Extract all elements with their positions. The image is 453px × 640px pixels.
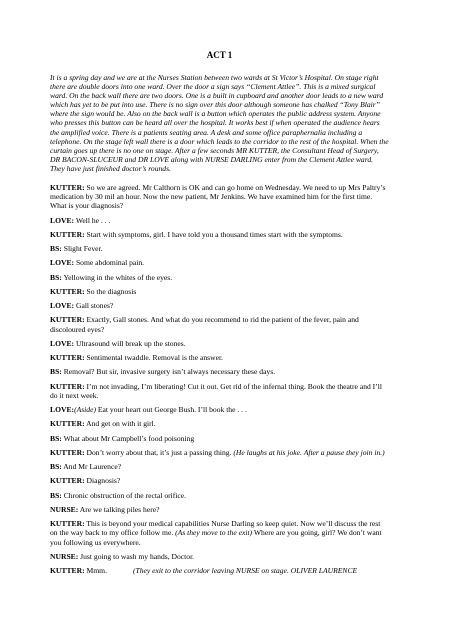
speaker-name: KUTTER: [50, 566, 85, 576]
speaker-name: KUTTER: [50, 353, 85, 363]
dialogue-text: Are we talking piles here? [78, 505, 160, 515]
speaker-name: BS: [50, 367, 62, 377]
dialogue-line [50, 491, 389, 500]
speaker-name: NURSE: [50, 505, 79, 515]
dialogue-text: Some abdominal pain. [74, 258, 145, 268]
dialogue-text: This is beyond your medical capabilities Nurse Darling so keep quiet. Now we’ll discuss the rest on the way back to my office follow me. [50, 519, 381, 538]
dialogue-line [50, 382, 389, 400]
dialogue-text: Exactly, Gall stones. And what do you recommend to rid the patient of the fever, pain and discoloured eyes? [50, 315, 359, 334]
dialogue-line [50, 244, 389, 253]
speaker-name: BS: [50, 462, 62, 472]
dialogue-text: Slight Fever. [61, 244, 103, 254]
dialogue-line [50, 287, 389, 296]
speaker-name: NURSE: [50, 551, 79, 561]
stage-direction-inline: (They exit to the corridor leaving NURSE on stage. OLIVER LAURENCE [132, 566, 358, 576]
dialogue-line [50, 183, 389, 210]
speaker-name: BS: [50, 490, 62, 500]
dialogue-text: Gall stones? [74, 301, 114, 311]
dialogue-line [50, 301, 389, 310]
dialogue-text: So the diagnosis [84, 286, 137, 296]
speaker-name: KUTTER: [50, 183, 85, 193]
dialogue-line [50, 258, 389, 267]
dialogue-line [50, 519, 389, 546]
dialogue-text: Chronic obstruction of the rectal orifice. [61, 490, 187, 500]
dialogue-text: Mmm. [84, 566, 107, 576]
dialogue-line [50, 434, 389, 443]
dialogue-text: What about Mr Campbell’s food poisoning [61, 433, 195, 443]
speaker-name: KUTTER: [50, 519, 85, 529]
act-title: ACT 1 [206, 50, 233, 60]
dialogue-text: Diagnosis? [84, 476, 121, 486]
dialogue-line [50, 405, 389, 414]
speaker-name: LOVE: [50, 258, 75, 268]
dialogue-text: And get on with it girl. [84, 419, 156, 429]
script-dialogue [50, 183, 389, 575]
speaker-name: KUTTER: [50, 381, 85, 391]
dialogue-line [50, 552, 389, 561]
dialogue-text: And Mr Laurence? [61, 462, 122, 472]
dialogue-text: Eat your heart out George Bush. I’ll book the . . . [96, 405, 247, 415]
speaker-name: KUTTER: [50, 476, 85, 486]
stage-direction-inline: (He laughs at his joke. After a pause they join in.) [233, 447, 385, 457]
dialogue-text: Well he . . . [74, 215, 111, 225]
dialogue-line [50, 230, 389, 239]
stage-direction-inline: (As they move to the exit) [175, 528, 253, 538]
speaker-name: KUTTER: [50, 286, 85, 296]
speaker-name: LOVE: [50, 215, 75, 225]
speaker-name: BS: [50, 272, 62, 282]
speaker-name: LOVE: [50, 301, 75, 311]
dialogue-text: Where are you going, girl? We don’t want you following us everywhere. [50, 528, 382, 547]
dialogue-line [50, 339, 389, 348]
speaker-name: KUTTER: [50, 447, 85, 457]
dialogue-text: Sentimental twaddle. Removal is the answer. [84, 353, 223, 363]
dialogue-line [50, 476, 389, 485]
speaker-name: KUTTER: [50, 229, 85, 239]
dialogue-line [50, 448, 389, 457]
dialogue-line [50, 315, 389, 333]
dialogue-line [50, 367, 389, 376]
speaker-name: LOVE: [50, 338, 75, 348]
dialogue-line [50, 353, 389, 362]
dialogue-line [50, 419, 389, 428]
dialogue-line [50, 566, 389, 575]
dialogue-text: Don’t worry about that, it’s just a passing thing. [84, 447, 234, 457]
speaker-name: BS: [50, 244, 62, 254]
dialogue-text: Start with symptoms, girl. I have told you a thousand times start with the symptoms. [84, 229, 343, 239]
dialogue-text: So we are agreed. Mr Calthorn is OK and can go home on Wednesday. We need to up Mrs Paltry’s medication by 30 mil an hour. Now the new patient, Mr Jenkins. We have examined him for the first time. What is your diagnosis? [50, 183, 386, 211]
speaker-name: BS: [50, 433, 62, 443]
dialogue-text: Just going to wash my hands, Doctor. [78, 551, 195, 561]
dialogue-line [50, 273, 389, 282]
speaker-name: LOVE: [50, 405, 75, 415]
speaker-name: KUTTER: [50, 315, 85, 325]
dialogue-text: Removal? But sir, invasive surgery isn’t always necessary these days. [61, 367, 276, 377]
dialogue-text: Yellowing in the whites of the eyes. [61, 272, 173, 282]
stage-direction-inline: (Aside) [74, 405, 96, 415]
dialogue-text: Ultrasound will break up the stones. [74, 338, 186, 348]
dialogue-line [50, 505, 389, 514]
dialogue-text: I’m not invading, I’m liberating! Cut it out. Get rid of the infernal thing. Book the theatre and I’ll do it next week. [50, 381, 382, 400]
speaker-name: KUTTER: [50, 419, 85, 429]
dialogue-line [50, 462, 389, 471]
stage-direction: It is a spring day and we are at the Nurses Station between two wards at St Victor’s Hospital. On stage right there are double doors into one ward. Over the door a sign says “Clement Attlee”. This is a mixed surgical ward. On the back wall there are two doors. One is a built in cupboard and another door leads to a new ward which has yet to be put into use. There is no sign over this door although someone has chalked “Tony Blair” where the sign would be. Also on the back wall is a button which operates the public address system. Anyone who presses this button can be heard all over the hospital. It works best if when operated the audience hears the amplified voice. There is a patients seating area. A desk and some office paraphernalia including a telephone. On the stage left wall there is a door which leads to the corridor to the rest of the hospital. When the curtain goes up there is no one on stage. After a few seconds MR KUTTER, the Consultant Head of Surgery, DR BACON-SLUCEUR and DR LOVE along with NURSE DARLING enter from the Clement Attlee ward. They have just finished doctor’s rounds. [50, 73, 389, 173]
dialogue-line [50, 216, 389, 225]
